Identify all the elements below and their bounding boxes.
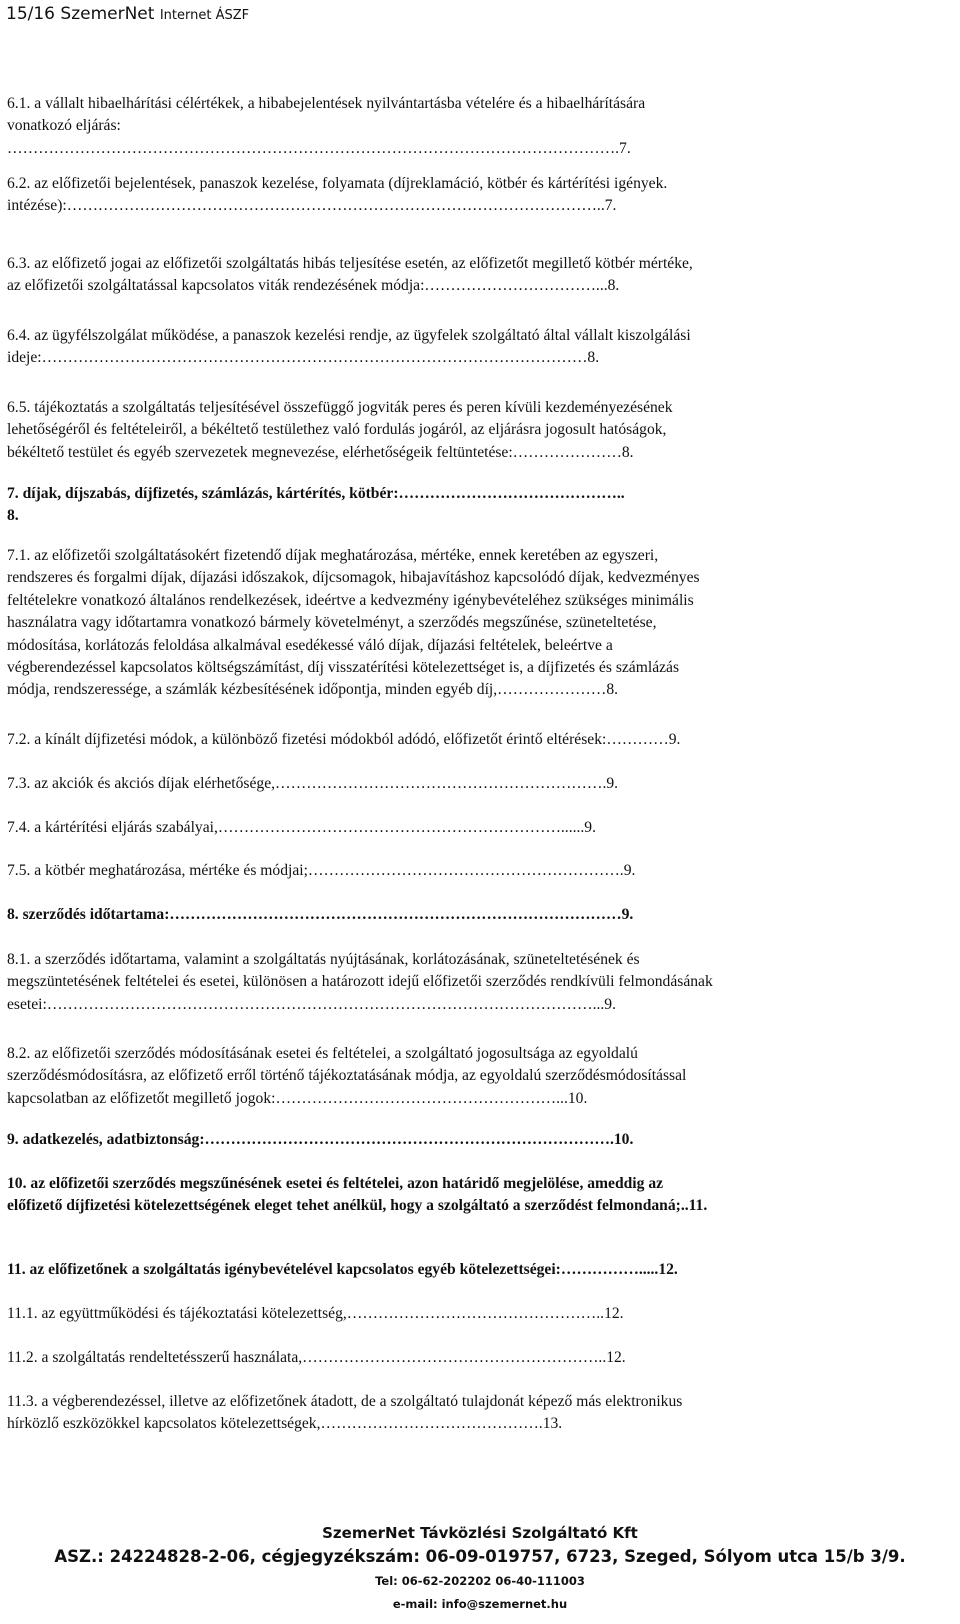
toc-entry-7-2 bbox=[7, 729, 680, 751]
toc-entry-line: 8. bbox=[7, 507, 19, 525]
toc-entry-line: megszüntetésének feltételei és esetei, különösen a határozott idejű előfizetői szerződés rendkívüli felmondásának bbox=[7, 973, 713, 991]
toc-entry-line: hírközlő eszközökkel kapcsolatos kötelezettségek,…………………………………….13. bbox=[7, 1415, 563, 1433]
toc-entry-8-2 bbox=[7, 1043, 686, 1110]
toc-entry-11-2 bbox=[7, 1347, 626, 1369]
toc-entry-line: 8.1. a szerződés időtartama, valamint a szolgáltatás nyújtásának, korlátozásának, szüneteltetésének és bbox=[7, 951, 640, 968]
header-doc-title: Internet ÁSZF bbox=[159, 8, 250, 23]
toc-entry-7-1 bbox=[7, 545, 700, 702]
toc-entry-6-4 bbox=[7, 325, 691, 370]
toc-entry-line: 11. az előfizetőnek a szolgáltatás igénybevételével kapcsolatos egyéb kötelezettségei:…………….....12. bbox=[7, 1261, 678, 1278]
toc-entry-line: 11.3. a végberendezéssel, illetve az előfizetőnek átadott, de a szolgáltató tulajdonát képező más elektronikus bbox=[7, 1393, 683, 1410]
toc-entry-line: intézése):…………………………………………………………………………………………..7. bbox=[7, 197, 617, 215]
toc-entry-line: 8. szerződés időtartama:……………………………………………………………………………9. bbox=[7, 906, 634, 923]
toc-entry-line: 10. az előfizetői szerződés megszűnésének esetei és feltételei, azon határidő megjelölése, ameddig az bbox=[7, 1175, 664, 1192]
toc-entry-8 bbox=[7, 904, 633, 926]
toc-entry-line: 6.5. tájékoztatás a szolgáltatás teljesítésével összefüggő jogviták peres és peren kívüli kezdeményezésének bbox=[7, 399, 673, 416]
footer-company: SzemerNet Távközlési Szolgáltató Kft bbox=[322, 1524, 638, 1542]
toc-entry-8-1 bbox=[7, 949, 713, 1016]
toc-entry-line: lehetőségéről és feltételeiről, a békéltető testülethez való fordulás jogáról, az eljárásra jogosult hatóságok, bbox=[7, 421, 667, 439]
toc-entry-line: 8.2. az előfizetői szerződés módosításának esetei és feltételei, a szolgáltató jogosultsága az egyoldalú bbox=[7, 1045, 638, 1062]
page-number: 15/16 bbox=[6, 4, 55, 24]
toc-entry-line: esetei:……………………………………………………………………………………………...9. bbox=[7, 995, 617, 1013]
toc-entry-6-5 bbox=[7, 397, 673, 464]
toc-entry-6-1 bbox=[7, 93, 645, 160]
toc-entry-line: előfizető díjfizetési kötelezettségének eleget tehet anélkül, hogy a szolgáltató a szerződést felmondaná;..11. bbox=[7, 1197, 708, 1215]
toc-entry-line: 6.2. az előfizetői bejelentések, panaszok kezelése, folyamata (díjreklamáció, kötbér és kártérítési igények. bbox=[7, 175, 668, 192]
toc-entry-7 bbox=[7, 483, 625, 528]
toc-entry-line: 11.2. a szolgáltatás rendeltetésszerű használata,…………………………………………………..12. bbox=[7, 1349, 626, 1366]
toc-entry-line: szerződésmódosításra, az előfizető erről történő tájékoztatásának módja, az egyoldalú szerződésmódosítással bbox=[7, 1067, 687, 1085]
toc-entry-line: ideje:……………………………………………………………………………………………8. bbox=[7, 349, 600, 367]
toc-entry-line: békéltető testület és egyéb szervezetek megnevezése, elérhetőségeik feltüntetése:…………………8. bbox=[7, 443, 634, 461]
toc-entry-line: 6.1. a vállalt hibaelhárítási célértékek, a hibabejelentések nyilvántartásba vételére és a hibaelhárítására bbox=[7, 95, 646, 112]
toc-entry-line: 7.4. a kártérítési eljárás szabályai,…………………………………………………………......9. bbox=[7, 819, 596, 836]
footer-email: e-mail: info@szemernet.hu bbox=[392, 1597, 568, 1611]
footer-phone: Tel: 06-62-202202 06-40-111003 bbox=[375, 1574, 585, 1588]
toc-entry-line: kapcsolatban az előfizetőt megillető jogok:………………………………………………...10. bbox=[7, 1089, 588, 1107]
toc-entry-line: 7.5. a kötbér meghatározása, mértéke és módjai;…………………………………………………….9. bbox=[7, 862, 636, 879]
toc-entry-line: 11.1. az együttműködési és tájékoztatási kötelezettség,…………………………………………..12. bbox=[7, 1305, 624, 1322]
toc-entry-line: 6.3. az előfizető jogai az előfizetői szolgáltatás hibás teljesítése esetén, az előfizetőt megillető kötbér mértéke, bbox=[7, 255, 693, 272]
toc-entry-line: ……………………………………………………………………………………………………….7. bbox=[7, 139, 631, 157]
toc-entry-9 bbox=[7, 1129, 633, 1151]
toc-entry-line: vonatkozó eljárás: bbox=[7, 117, 121, 135]
toc-entry-line: 7.2. a kínált díjfizetési módok, a különböző fizetési módokból adódó, előfizetőt érintő eltérések:…………9. bbox=[7, 731, 681, 748]
toc-entry-6-2 bbox=[7, 173, 667, 218]
toc-entry-line: 7. díjak, díjszabás, díjfizetés, számlázás, kártérítés, kötbér:…………………………………….. bbox=[7, 485, 625, 502]
toc-entry-11-1 bbox=[7, 1303, 624, 1325]
toc-entry-11 bbox=[7, 1259, 678, 1281]
toc-entry-7-4 bbox=[7, 817, 596, 839]
toc-entry-line: használatra vagy időtartamra vonatkozó bármely követelményt, a szerződés megszűnése, szüneteltetése, bbox=[7, 614, 657, 632]
toc-entry-line: rendszeres és forgalmi díjak, díjazási időszakok, díjcsomagok, hibajavításhoz kapcsolódó díjak, kedvezményes bbox=[7, 569, 700, 587]
toc-entry-line: módosítása, korlátozás feloldása alkalmával esedékessé váló díjak, díjazási feltételek, beleértve a bbox=[7, 636, 613, 654]
toc-entry-7-5 bbox=[7, 860, 635, 882]
toc-entry-line: módja, rendszeressége, a számlák kézbesítésének időpontja, minden egyéb díj,…………………8. bbox=[7, 681, 619, 699]
toc-entry-7-3 bbox=[7, 773, 618, 795]
toc-entry-line: 6.4. az ügyfélszolgálat működése, a panaszok kezelési rendje, az ügyfelek szolgáltató által vállalt kiszolgálási bbox=[7, 327, 691, 344]
toc-entry-line: 7.3. az akciók és akciós díjak elérhetősége,……………………………………………………….9. bbox=[7, 775, 619, 792]
header-company: SzemerNet bbox=[60, 4, 155, 24]
footer-address: ASZ.: 24224828-2-06, cégjegyzékszám: 06-09-019757, 6723, Szeged, Sólyom utca 15/b 3/9. bbox=[54, 1547, 906, 1566]
toc-entry-6-3 bbox=[7, 253, 693, 298]
toc-entry-line: végberendezéssel kapcsolatos költségszámítást, díj visszatérítési kötelezettséget is, a díjfizetés és számlázás bbox=[7, 659, 680, 677]
toc-entry-line: 9. adatkezelés, adatbiztonság:…………………………………………………………………….10. bbox=[7, 1131, 634, 1148]
page-header bbox=[6, 4, 249, 24]
toc-entry-10 bbox=[7, 1173, 707, 1218]
toc-entry-line: az előfizetői szolgáltatással kapcsolatos viták rendezésének módja:……………………………...8. bbox=[7, 277, 620, 295]
toc-entry-line: feltételekre vonatkozó általános rendelkezések, ideértve a kedvezmény igénybevételéhez szükséges minimális bbox=[7, 591, 694, 609]
toc-entry-line: 7.1. az előfizetői szolgáltatásokért fizetendő díjak meghatározása, mértéke, ennek keretében az egyszeri, bbox=[7, 547, 659, 564]
toc-entry-11-3 bbox=[7, 1391, 682, 1436]
